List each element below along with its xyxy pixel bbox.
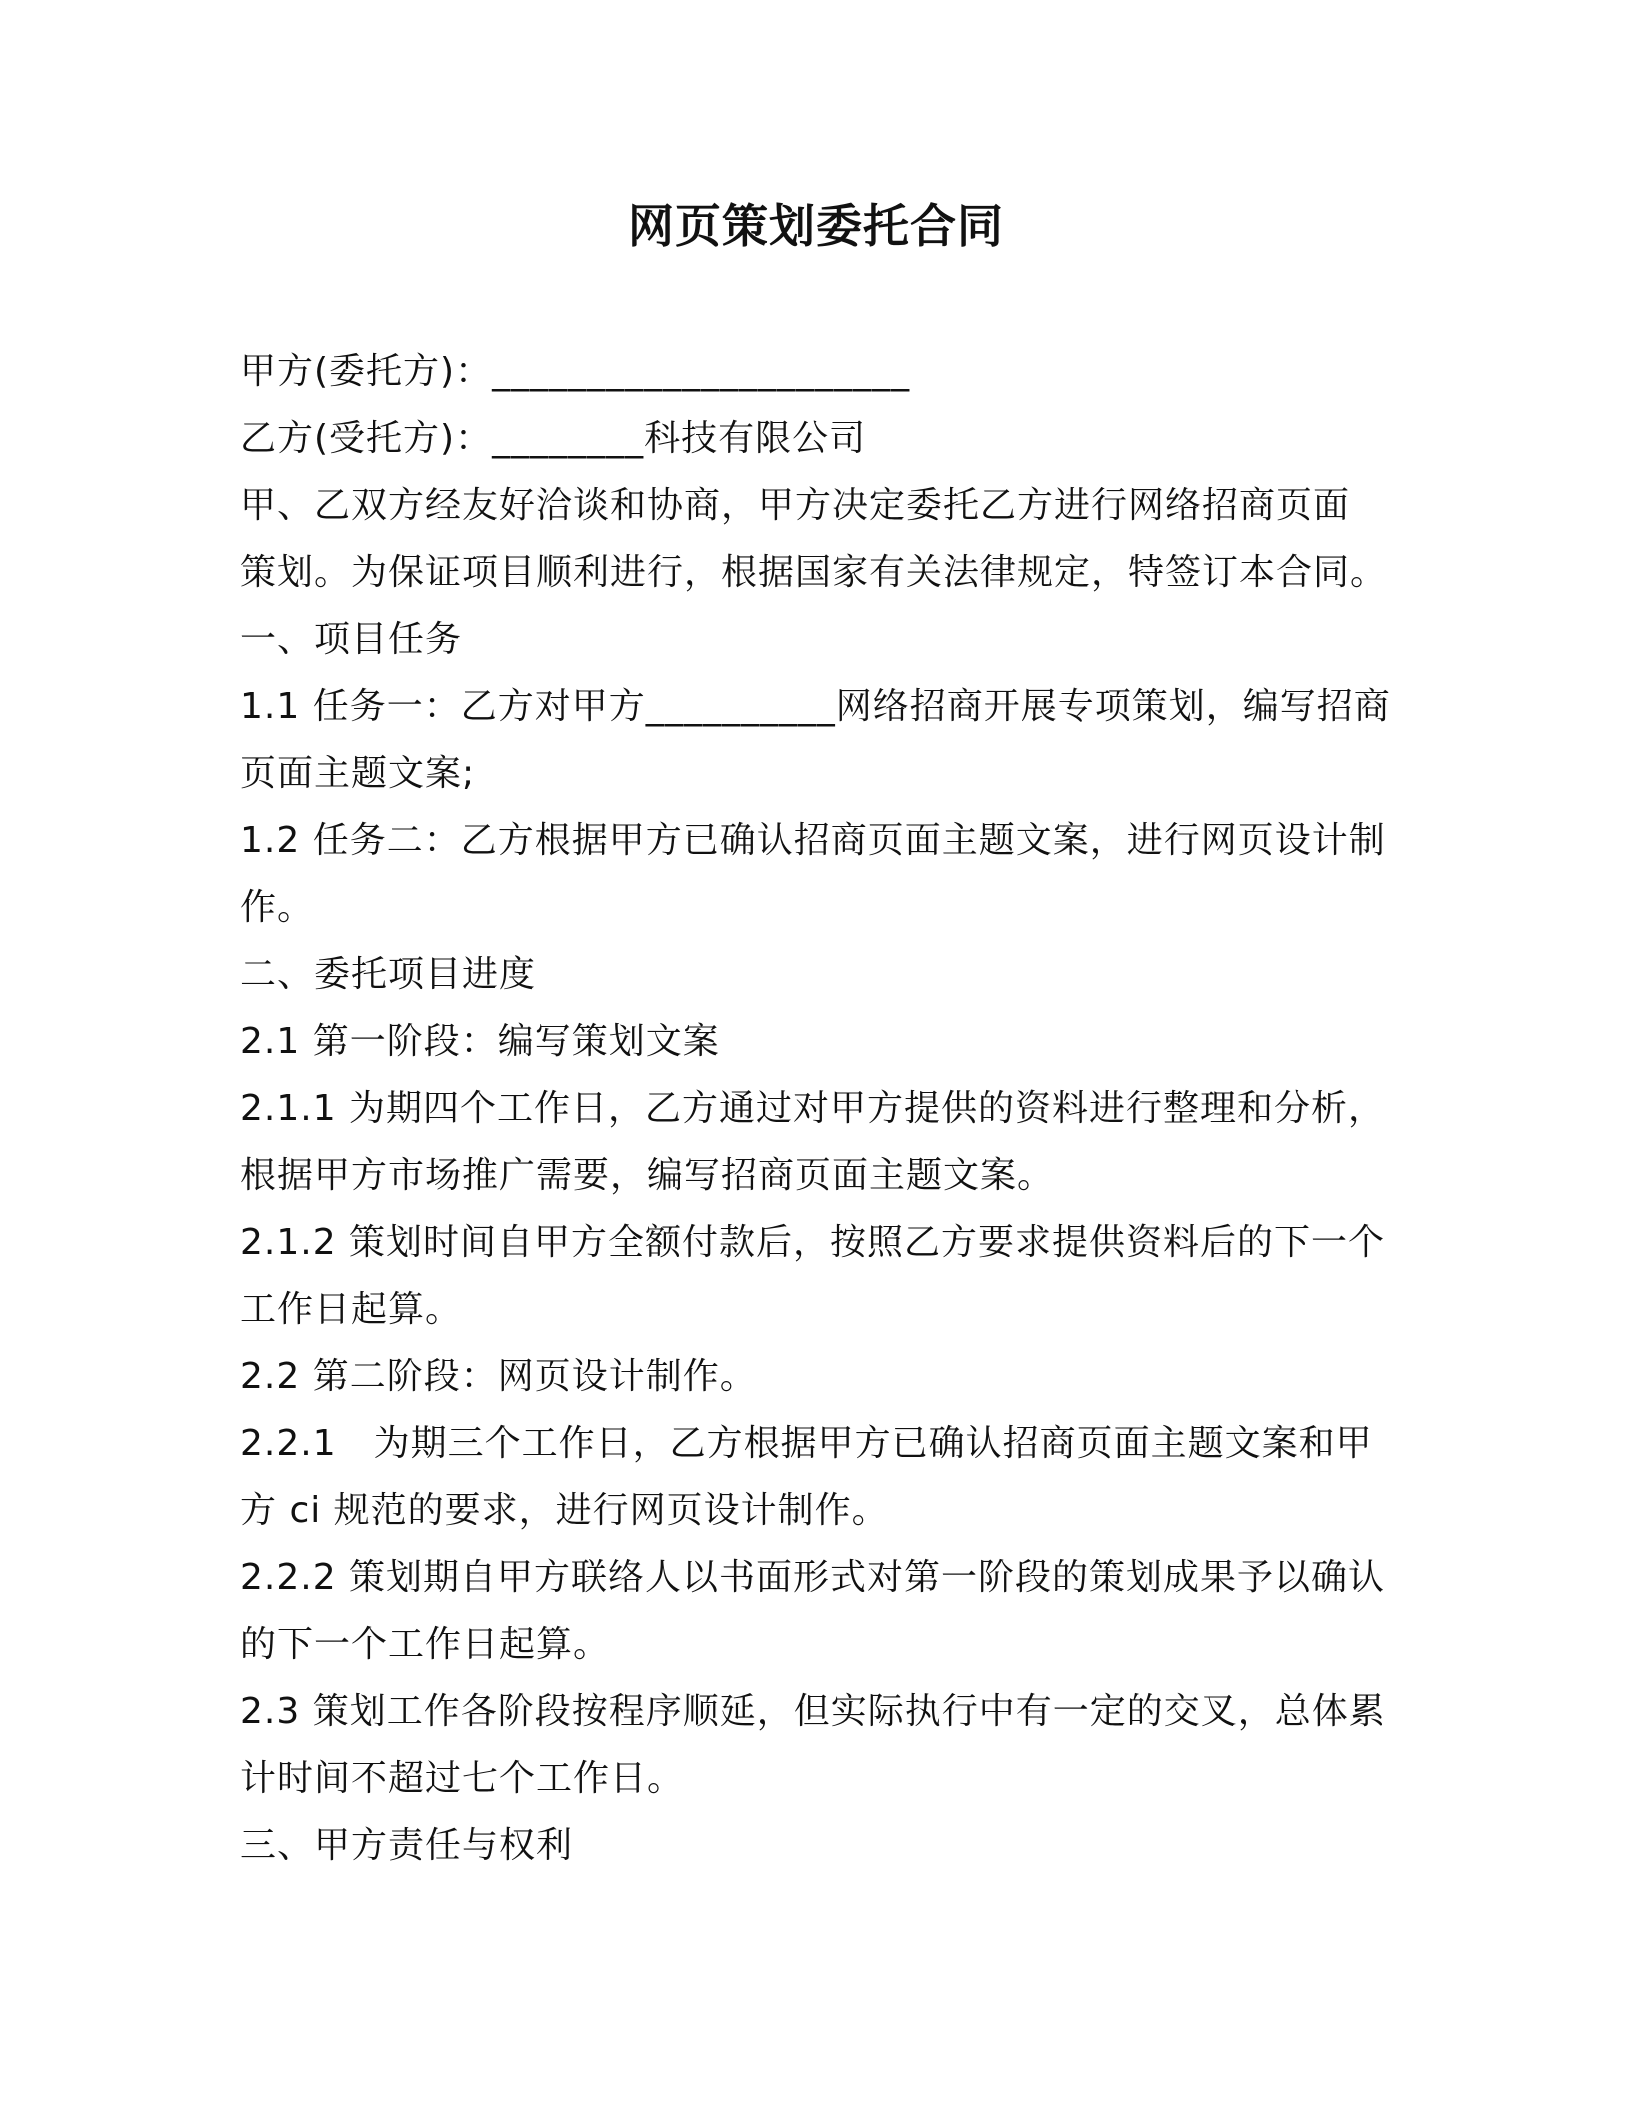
clause-line: 2.1.1 为期四个工作日，乙方通过对甲方提供的资料进行整理和分析， xyxy=(240,1088,1386,1129)
clause-line: 的下一个工作日起算。 xyxy=(240,1624,611,1665)
clause-line: 计时间不超过七个工作日。 xyxy=(240,1758,685,1799)
clause-line: 作。 xyxy=(240,887,315,928)
clause-line: 2.2.2 策划期自甲方联络人以书面形式对第一阶段的策划成果予以确认 xyxy=(240,1557,1386,1598)
clause-line: 2.2.1 为期三个工作日，乙方根据甲方已确认招商页面主题文案和甲 xyxy=(240,1423,1373,1464)
clause-line: 2.1.2 策划时间自甲方全额付款后，按照乙方要求提供资料后的下一个 xyxy=(240,1222,1386,1263)
clause-line: 工作日起算。 xyxy=(240,1289,463,1330)
clause-line: 2.2 第二阶段：网页设计制作。 xyxy=(240,1356,757,1397)
clause-line: 根据甲方市场推广需要，编写招商页面主题文案。 xyxy=(240,1155,1055,1196)
preamble-line: 策划。为保证项目顺利进行，根据国家有关法律规定，特签订本合同。 xyxy=(240,552,1388,593)
document-body xyxy=(240,338,1410,1879)
section-heading: 一、项目任务 xyxy=(240,619,463,660)
clause-line: 2.3 策划工作各阶段按程序顺延，但实际执行中有一定的交叉，总体累 xyxy=(240,1691,1386,1732)
section-heading: 二、委托项目进度 xyxy=(240,954,537,995)
document-title: 网页策划委托合同 xyxy=(628,199,1004,253)
clause-line: 1.1 任务一：乙方对甲方__________网络招商开展专项策划，编写招商 xyxy=(240,686,1391,727)
section-heading: 三、甲方责任与权利 xyxy=(240,1825,574,1866)
party-a-line: 甲方(委托方)：______________________ xyxy=(240,351,911,392)
clause-line: 页面主题文案; xyxy=(240,753,476,794)
clause-line: 2.1 第一阶段：编写策划文案 xyxy=(240,1021,720,1062)
preamble-line: 甲、乙双方经友好洽谈和协商，甲方决定委托乙方进行网络招商页面 xyxy=(240,485,1351,526)
party-b-line: 乙方(受托方)：________科技有限公司 xyxy=(240,418,867,459)
clause-line: 1.2 任务二：乙方根据甲方已确认招商页面主题文案，进行网页设计制 xyxy=(240,820,1386,861)
clause-line: 方 ci 规范的要求，进行网页设计制作。 xyxy=(240,1490,889,1531)
